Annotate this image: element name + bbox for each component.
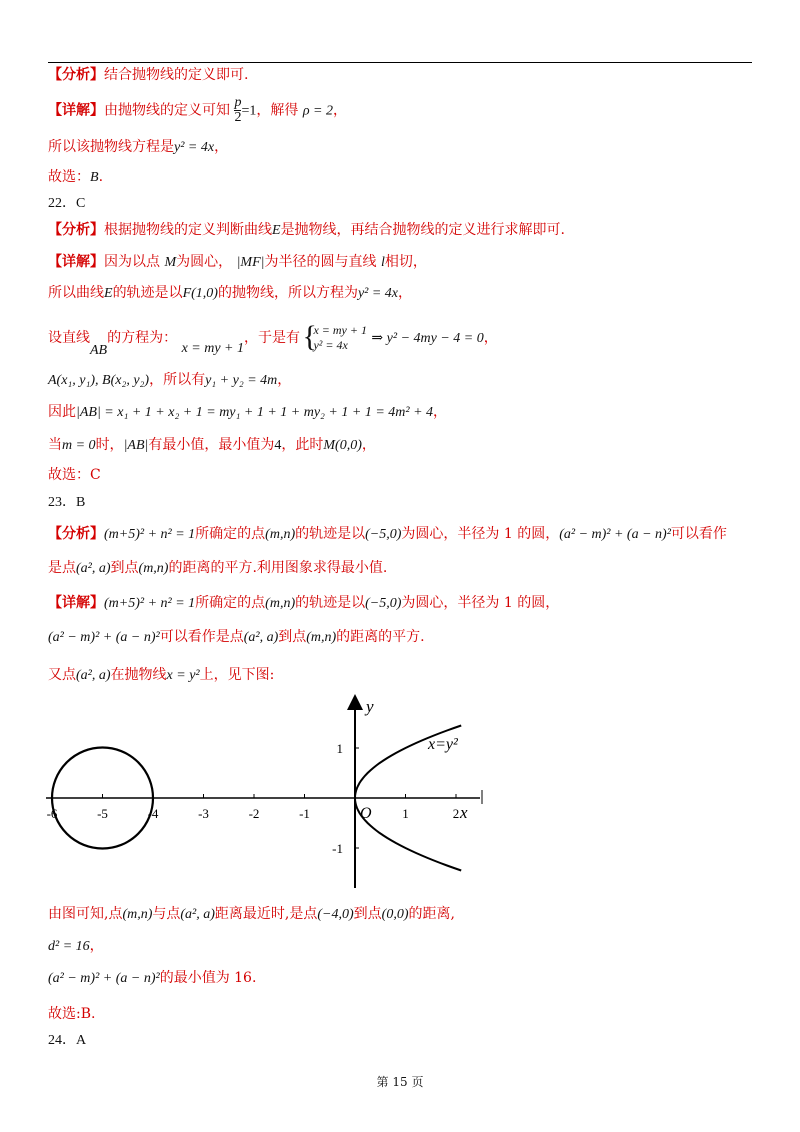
- math: E: [272, 223, 281, 238]
- math: (a², a): [180, 907, 215, 922]
- detail-line-22: [48, 253, 427, 272]
- answer-line-22: 故选：C: [48, 467, 101, 483]
- frac-num: p: [234, 95, 242, 110]
- text: 由抛物线的定义可知: [104, 102, 230, 119]
- text: 到点: [353, 906, 382, 922]
- answer-line-23: 故选:B.: [48, 1006, 96, 1022]
- math: (m+5)² + n² = 1: [104, 527, 196, 542]
- origin-label: O: [360, 805, 372, 822]
- frac-den: 2: [234, 110, 242, 125]
- math: (m,n): [265, 527, 296, 542]
- text: ，所以有: [149, 372, 206, 388]
- text-line: [48, 937, 104, 956]
- math: 4: [274, 438, 282, 453]
- text: ，此时: [281, 437, 324, 453]
- text: ，: [433, 404, 448, 420]
- text-line: [48, 666, 274, 685]
- question-24-title: 24．A: [48, 1033, 87, 1048]
- text-line: [48, 403, 447, 422]
- math: =1: [241, 103, 257, 119]
- math: (a² − m)² + (a − n)²: [559, 527, 671, 542]
- text-line: [48, 905, 455, 924]
- math: ⇒ y² − 4my − 4 = 0: [371, 331, 484, 346]
- math: |AB| = x₁ + 1 + x₂ + 1 = my₁ + 1 + 1 + my₂ + 1 + 1 = 4m² + 4: [76, 405, 434, 420]
- text: ，: [332, 102, 347, 119]
- math: d² = 16: [48, 939, 90, 954]
- x-axis-label: x: [460, 803, 468, 822]
- text: ，: [89, 938, 104, 954]
- system-eq-2: y² = 4x: [313, 338, 348, 352]
- text: 因为以点: [104, 254, 160, 270]
- detail-tag: 【详解】: [48, 102, 104, 119]
- text: 在抛物线: [110, 667, 167, 683]
- text-line: [48, 969, 256, 988]
- x-tick-label: -5: [97, 806, 108, 821]
- math: E: [104, 286, 113, 301]
- figure-circle-parabola: [40, 692, 500, 892]
- text: .: [98, 169, 104, 185]
- analysis-line-23: [48, 525, 727, 544]
- math: y₁ + y₂ = 4m: [205, 373, 278, 388]
- text: 的距离的平方.: [336, 629, 425, 645]
- math: F(1,0): [182, 286, 218, 301]
- text: ，: [483, 330, 498, 346]
- page-footer: 第 15 页: [376, 1075, 424, 1089]
- text: 到点: [110, 560, 139, 576]
- math: (a² − m)² + (a − n)²: [48, 630, 160, 645]
- text: ，: [361, 437, 376, 453]
- text: 由图可知,点: [48, 906, 123, 922]
- text: 的方程为：: [107, 330, 178, 346]
- text: ，于是有: [244, 330, 300, 346]
- y-tick-label: -1: [332, 841, 343, 856]
- question-22-title: 22．C: [48, 196, 86, 211]
- text: 所以该抛物线方程是: [48, 139, 174, 155]
- math: M(0,0): [323, 438, 362, 453]
- text: 相切，: [384, 254, 427, 270]
- math: (−5,0): [365, 596, 402, 611]
- text: 所确定的点: [195, 526, 266, 542]
- analysis-tag: 【分析】: [48, 222, 104, 238]
- math: (a², a): [243, 630, 279, 645]
- math: x = y²: [166, 668, 200, 683]
- text-line: [48, 371, 291, 390]
- text: ，解得: [256, 102, 299, 119]
- math: (0,0): [381, 907, 409, 922]
- math: (m,n): [265, 596, 296, 611]
- text: 的距离,: [408, 906, 455, 922]
- text: 时，: [95, 437, 124, 453]
- text: 因此: [48, 404, 76, 420]
- math: (−5,0): [365, 527, 402, 542]
- x-tick-label: 1: [402, 806, 409, 821]
- text: ，: [277, 372, 292, 388]
- math: y² = 4x: [174, 140, 215, 155]
- math: (a², a): [76, 561, 111, 576]
- math: m = 0: [62, 438, 96, 453]
- text: ，: [214, 139, 229, 155]
- math: (−4,0): [317, 907, 354, 922]
- text: 可以看作: [670, 526, 727, 542]
- text: 是抛物线，再结合抛物线的定义进行求解即可.: [280, 222, 566, 238]
- detail-tag: 【详解】: [48, 254, 104, 270]
- text-line: [48, 628, 425, 647]
- text: 到点: [278, 629, 307, 645]
- text: 为圆心，: [176, 254, 233, 270]
- curve-label: x=y²: [428, 736, 458, 753]
- text: 设直线: [48, 330, 90, 346]
- text: 当: [48, 437, 62, 453]
- y-tick-label: 1: [336, 741, 343, 756]
- x-tick-label: -6: [46, 806, 58, 821]
- text-line: [48, 559, 387, 578]
- header-rule: [48, 62, 752, 63]
- text: 根据抛物线的定义判断曲线: [104, 222, 272, 238]
- math: ρ = 2: [302, 103, 333, 119]
- y-axis-label: y: [366, 697, 374, 716]
- analysis-text: 结合抛物线的定义即可.: [104, 67, 249, 83]
- text: 的轨迹是以: [295, 526, 366, 542]
- text: 的轨迹是以: [295, 595, 366, 611]
- analysis-line-21: [48, 66, 248, 84]
- text: 的距离的平方.利用图象求得最小值.: [168, 560, 388, 576]
- math: y² = 4x: [357, 286, 399, 301]
- text: 故选：: [48, 169, 90, 185]
- text-line: [48, 138, 228, 157]
- analysis-line-22: [48, 221, 565, 240]
- text: 是点: [48, 560, 76, 576]
- math: l: [380, 255, 385, 270]
- question-23-title: 23．B: [48, 495, 86, 510]
- text-line: [48, 168, 103, 187]
- text: 所确定的点: [195, 595, 266, 611]
- detail-line-21: [48, 96, 347, 125]
- text-line: [48, 323, 498, 366]
- x-tick-label: -1: [299, 806, 310, 821]
- text: 可以看作是点: [159, 629, 244, 645]
- x-tick-label: -4: [147, 806, 159, 821]
- text: 为半径的圆与直线: [264, 254, 377, 270]
- text-line: [48, 284, 412, 303]
- text: 距离最近时,是点: [214, 906, 318, 922]
- math: (a², a): [76, 668, 111, 683]
- detail-tag: 【详解】: [48, 595, 104, 611]
- analysis-tag: 【分析】: [48, 67, 104, 83]
- text: 上，见下图:: [199, 667, 275, 683]
- text: 有最小值，最小值为: [148, 437, 275, 453]
- math: B: [90, 170, 99, 185]
- detail-line-23: [48, 594, 559, 613]
- math: x = my + 1: [181, 341, 244, 356]
- math: (m+5)² + n² = 1: [104, 596, 196, 611]
- x-tick-label: -3: [198, 806, 209, 821]
- math: |MF|: [236, 255, 265, 270]
- x-tick-label: -2: [248, 806, 260, 821]
- text: 的最小值为 16.: [159, 970, 257, 986]
- text: 的抛物线，所以方程为: [217, 285, 358, 301]
- math: (a² − m)² + (a − n)²: [48, 971, 160, 986]
- equation-system: [304, 323, 367, 353]
- math: |AB|: [123, 438, 149, 453]
- math: AB: [90, 343, 108, 358]
- text: 又点: [48, 667, 76, 683]
- text: 与点: [152, 906, 181, 922]
- text: 所以曲线: [48, 285, 104, 301]
- text: 的轨迹是以: [112, 285, 183, 301]
- math: A(x₁, y₁), B(x₂, y₂): [48, 373, 150, 388]
- analysis-tag: 【分析】: [48, 526, 104, 542]
- math: (m,n): [138, 561, 169, 576]
- x-tick-label: 2: [452, 806, 460, 821]
- math: (m,n): [306, 630, 337, 645]
- math: M: [164, 255, 177, 270]
- text: ，: [398, 285, 413, 301]
- text: 为圆心，半径为 1 的圆，: [401, 526, 560, 542]
- text-line: [48, 436, 376, 455]
- math: (m,n): [122, 907, 153, 922]
- system-eq-1: { x = my + 1: [313, 323, 367, 337]
- text: 为圆心，半径为 1 的圆，: [401, 595, 560, 611]
